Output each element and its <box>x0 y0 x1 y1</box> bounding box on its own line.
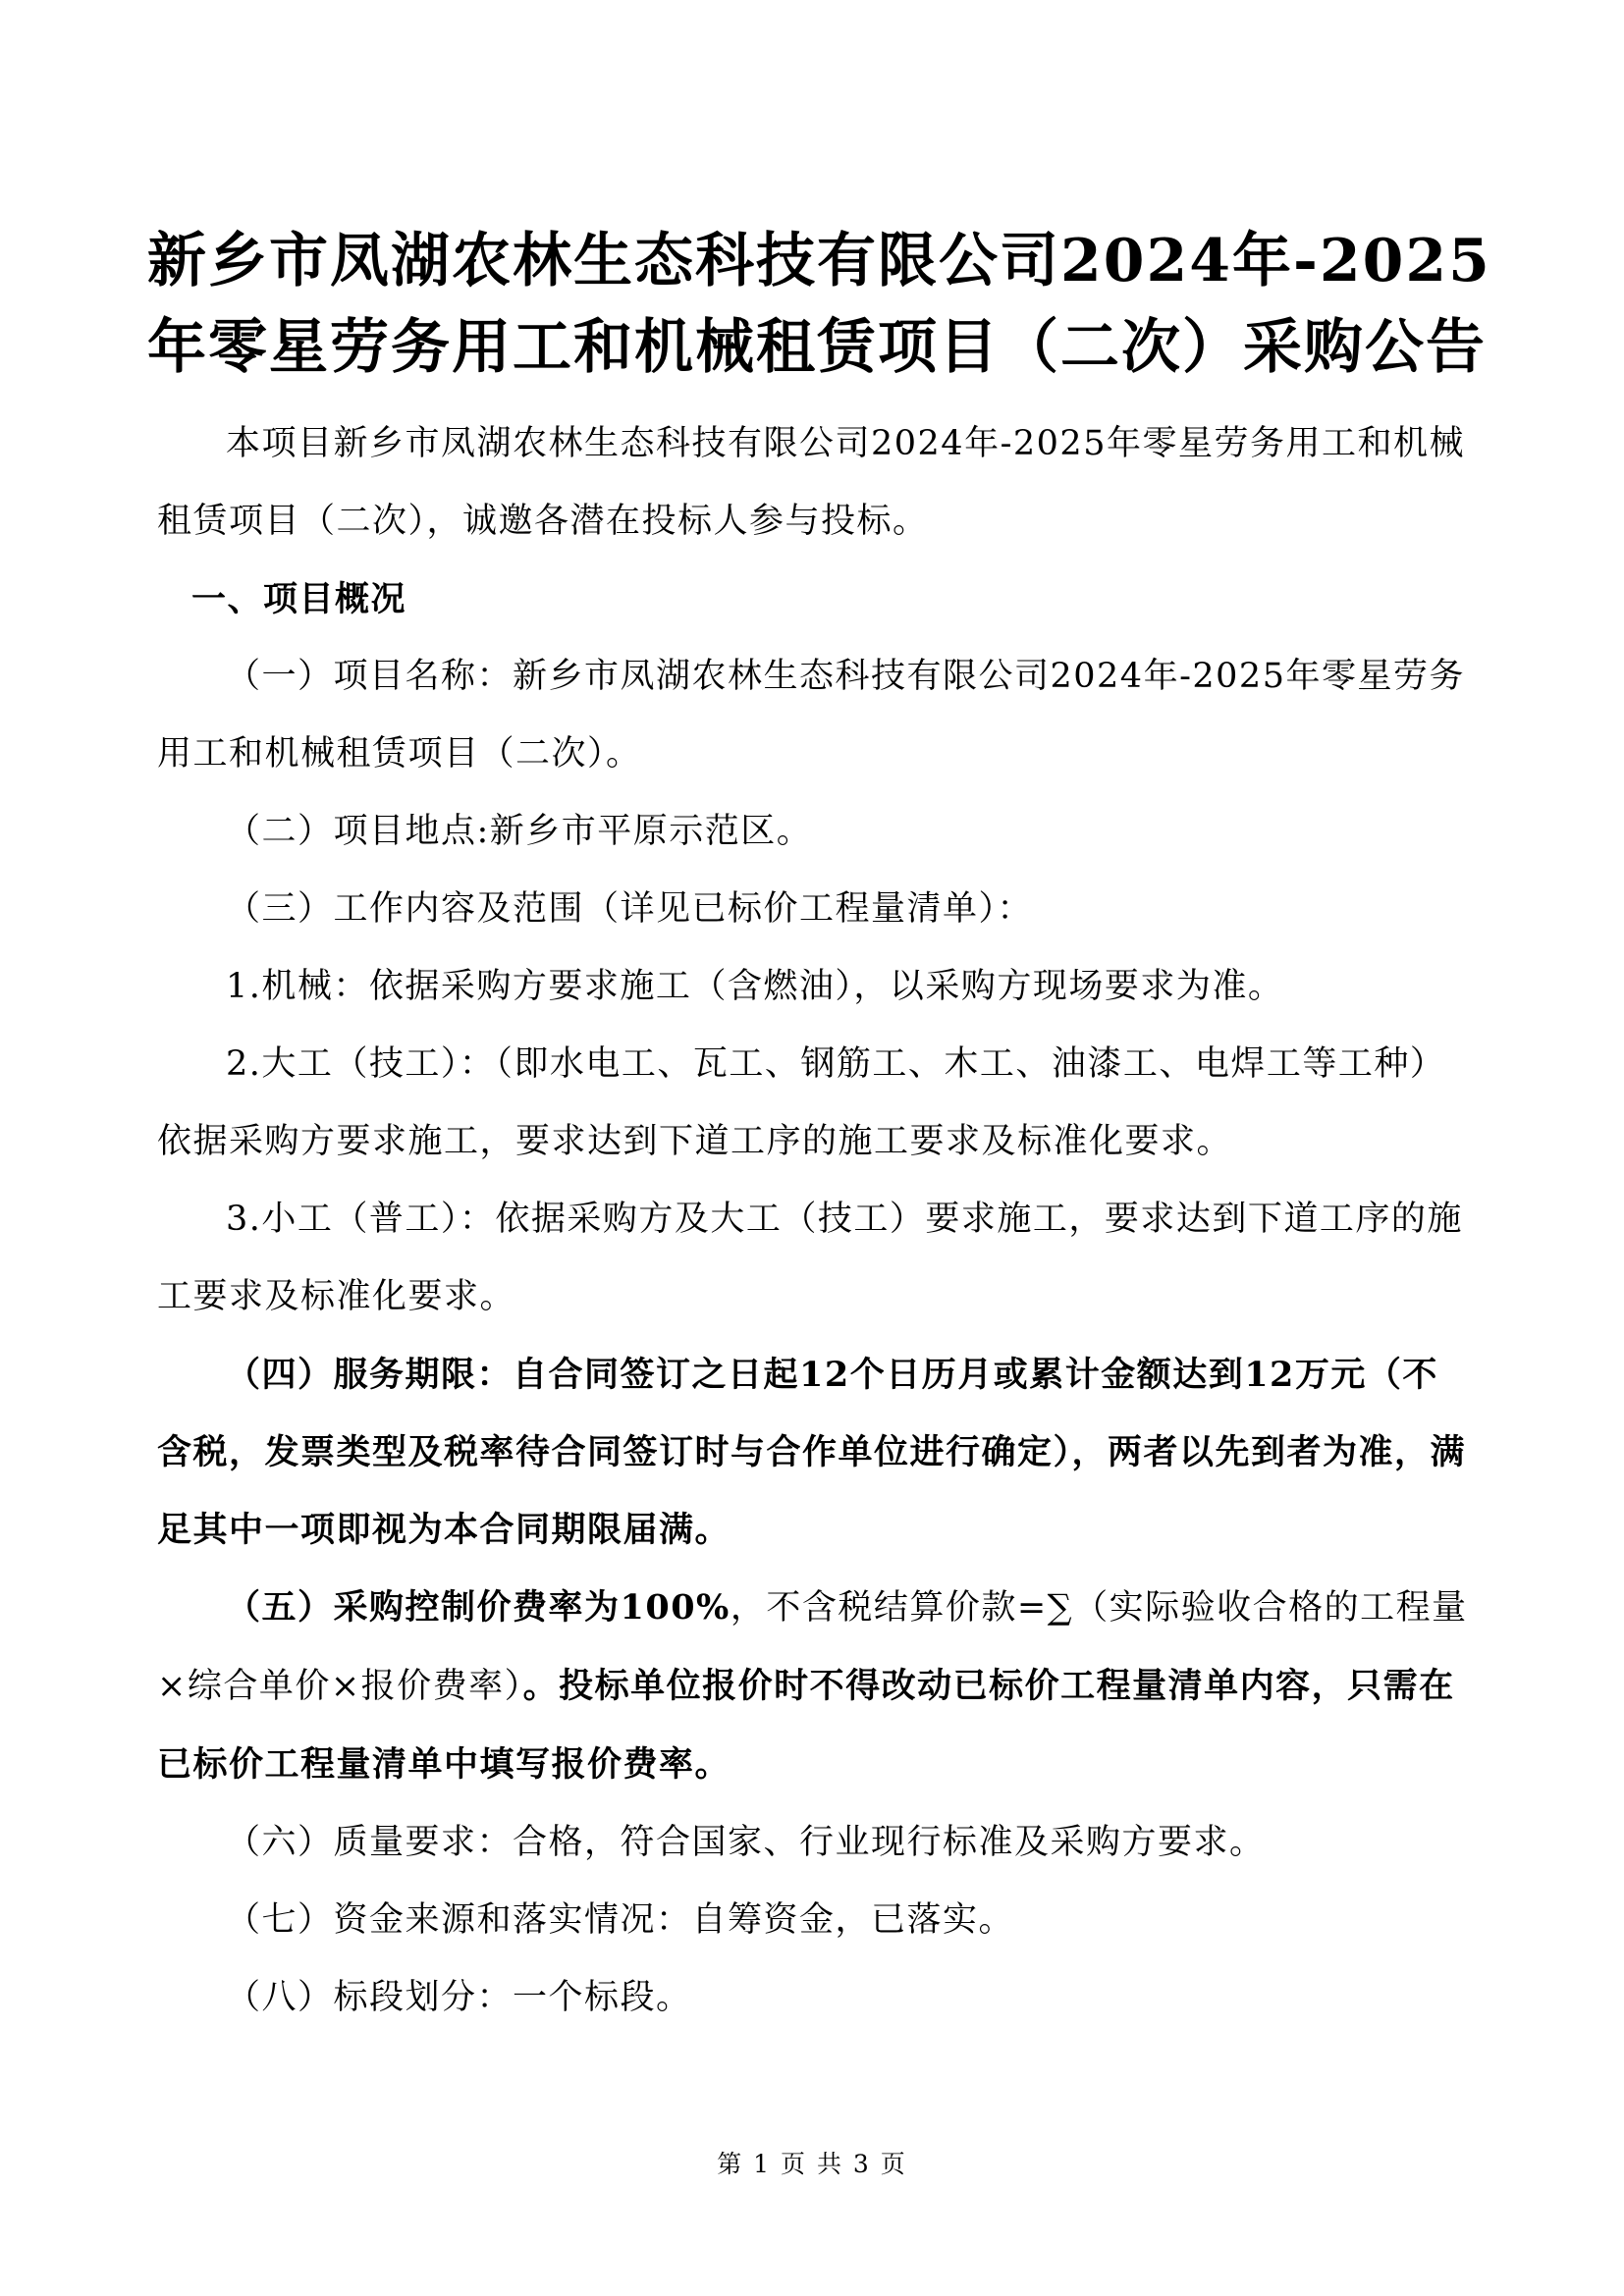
bidding-instruction: 。投标单位报价时不得改动已标价工程量清单内容，只需在已标价工程量清单中填写报价费率。 <box>157 1666 1455 1785</box>
item-control-price <box>157 1569 1473 1804</box>
item-quality: （六）质量要求：合格，符合国家、行业现行标准及采购方要求。 <box>226 1823 1266 1862</box>
section-heading: 一、项目概况 <box>191 579 407 619</box>
title-line-1: 新乡市凤湖农林生态科技有限公司2024年-2025 <box>147 227 1491 295</box>
intro-paragraph: 本项目新乡市凤湖农林生态科技有限公司2024年-2025年零星劳务用工和机械租赁项目（二次），诚邀各潜在投标人参与投标。 <box>157 424 1465 541</box>
item-lots: （八）标段划分：一个标段。 <box>226 1978 692 2017</box>
item-project-name: （一）项目名称：新乡市凤湖农林生态科技有限公司2024年-2025年零星劳务用工和机械租赁项目（二次）。 <box>157 657 1465 774</box>
title-line-2: 年零星劳务用工和机械租赁项目（二次）采购公告 <box>147 313 1487 382</box>
page-number: 第 1 页 共 3 页 <box>717 2150 907 2178</box>
control-price-rate: （五）采购控制价费率为100% <box>226 1587 731 1628</box>
settlement-formula: ，不含税结算价款=∑（实际验收合格的工程量×综合单价×报价费率） <box>157 1588 1468 1706</box>
item-work-scope: （三）工作内容及范围（详见已标价工程量清单）： <box>226 889 1034 929</box>
item-service-period: （四）服务期限：自合同签订之日起12个日历月或累计金额达到12万元（不含税，发票类型及税率待合同签订时与合作单位进行确定），两者以先到者为准，满足其中一项即视为本合同期限届满。 <box>157 1355 1467 1550</box>
item-project-location: （二）项目地点:新乡市平原示范区。 <box>226 812 813 851</box>
item-funding: （七）资金来源和落实情况：自筹资金，已落实。 <box>226 1900 1015 1940</box>
scope-skilled-labor: 2.大工（技工）：（即水电工、瓦工、钢筋工、木工、油漆工、电焊工等工种）依据采购方要求施工，要求达到下道工序的施工要求及标准化要求。 <box>157 1044 1446 1161</box>
scope-machinery: 1.机械：依据采购方要求施工（含燃油），以采购方现场要求为准。 <box>226 967 1284 1006</box>
scope-general-labor: 3.小工（普工）：依据采购方及大工（技工）要求施工，要求达到下道工序的施工要求及标准化要求。 <box>157 1200 1463 1316</box>
document-title <box>147 218 1491 391</box>
document-body <box>157 405 1473 2037</box>
